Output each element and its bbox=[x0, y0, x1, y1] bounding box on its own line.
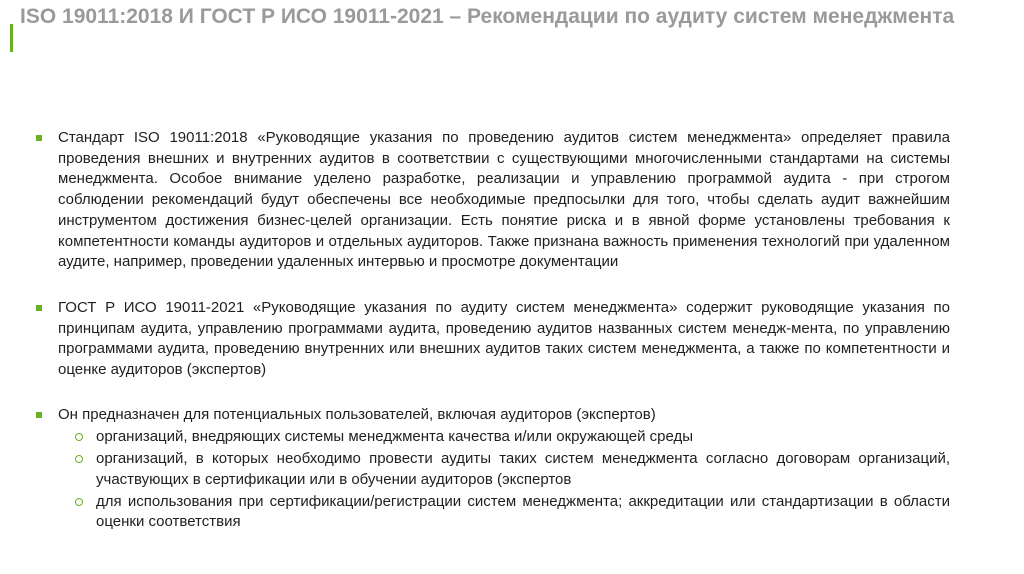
sub-item-quality-systems bbox=[36, 427, 950, 448]
sub-item-text: для использования при сертификации/регистрации систем менеджмента; аккредитации или стандартизации в области оценки соответствия bbox=[96, 492, 950, 531]
square-bullet-icon bbox=[36, 305, 42, 311]
bullet-text: Он предназначен для потенциальных пользователей, включая аудиторов (экспертов) bbox=[58, 405, 656, 423]
slide-title: ISO 19011:2018 И ГОСТ Р ИСО 19011-2021 – Рекомендации по аудиту систем менеджмента bbox=[20, 5, 955, 28]
bullet-text: Стандарт ISO 19011:2018 «Руководящие указания по проведению аудитов систем менеджмента» определяет правила проведения внешних и внутренних аудитов в соответствии с существующими многочисленными стандартами на системы менеджмента. Особое внимание уделено разработке, реализации и управлению программой аудита - при строгом соблюдении рекомендаций будут обеспечены все необходимые предпосылки для того, чтобы сделать аудит важнейшим инструментом достижения бизнес-целей организации. Есть понятие риска и в явной форме установлены требования к компетентности команды аудиторов и отдельных аудиторов. Также признана важность применения технологий при удаленном аудите, например, проведении удаленных интервью и просмотре документации bbox=[58, 129, 950, 271]
bullet-iso-standard bbox=[36, 128, 950, 273]
square-bullet-icon bbox=[36, 135, 42, 141]
circle-bullet-icon bbox=[75, 498, 83, 506]
bullet-gost-standard bbox=[36, 298, 950, 381]
sub-item-text: организаций, в которых необходимо провести аудиты таких систем менеджмента согласно договорам организаций, участвующих в сертификации или в обучении аудиторов (экспертов bbox=[96, 450, 950, 488]
circle-bullet-icon bbox=[75, 455, 83, 463]
bullet-intended-users bbox=[36, 405, 950, 426]
square-bullet-icon bbox=[36, 412, 42, 418]
slide-content bbox=[36, 128, 950, 533]
sub-item-contract-audits bbox=[36, 449, 950, 490]
bullet-text: ГОСТ Р ИСО 19011-2021 «Руководящие указания по аудиту систем менеджмента» содержит руководящие указания по принципам аудита, управлению программами аудита, проведению аудитов названных систем менедж-мента, по управлению программами аудита, проведению внутренних или внешних аудитов таких систем менеджмента, а также по компетентности и оценке аудиторов (экспертов) bbox=[58, 298, 950, 379]
title-accent-bar bbox=[10, 24, 13, 52]
sub-item-certification bbox=[36, 492, 950, 533]
circle-bullet-icon bbox=[75, 433, 83, 441]
sub-item-text: организаций, внедряющих системы менеджмента качества и/или окружающей среды bbox=[96, 428, 694, 446]
